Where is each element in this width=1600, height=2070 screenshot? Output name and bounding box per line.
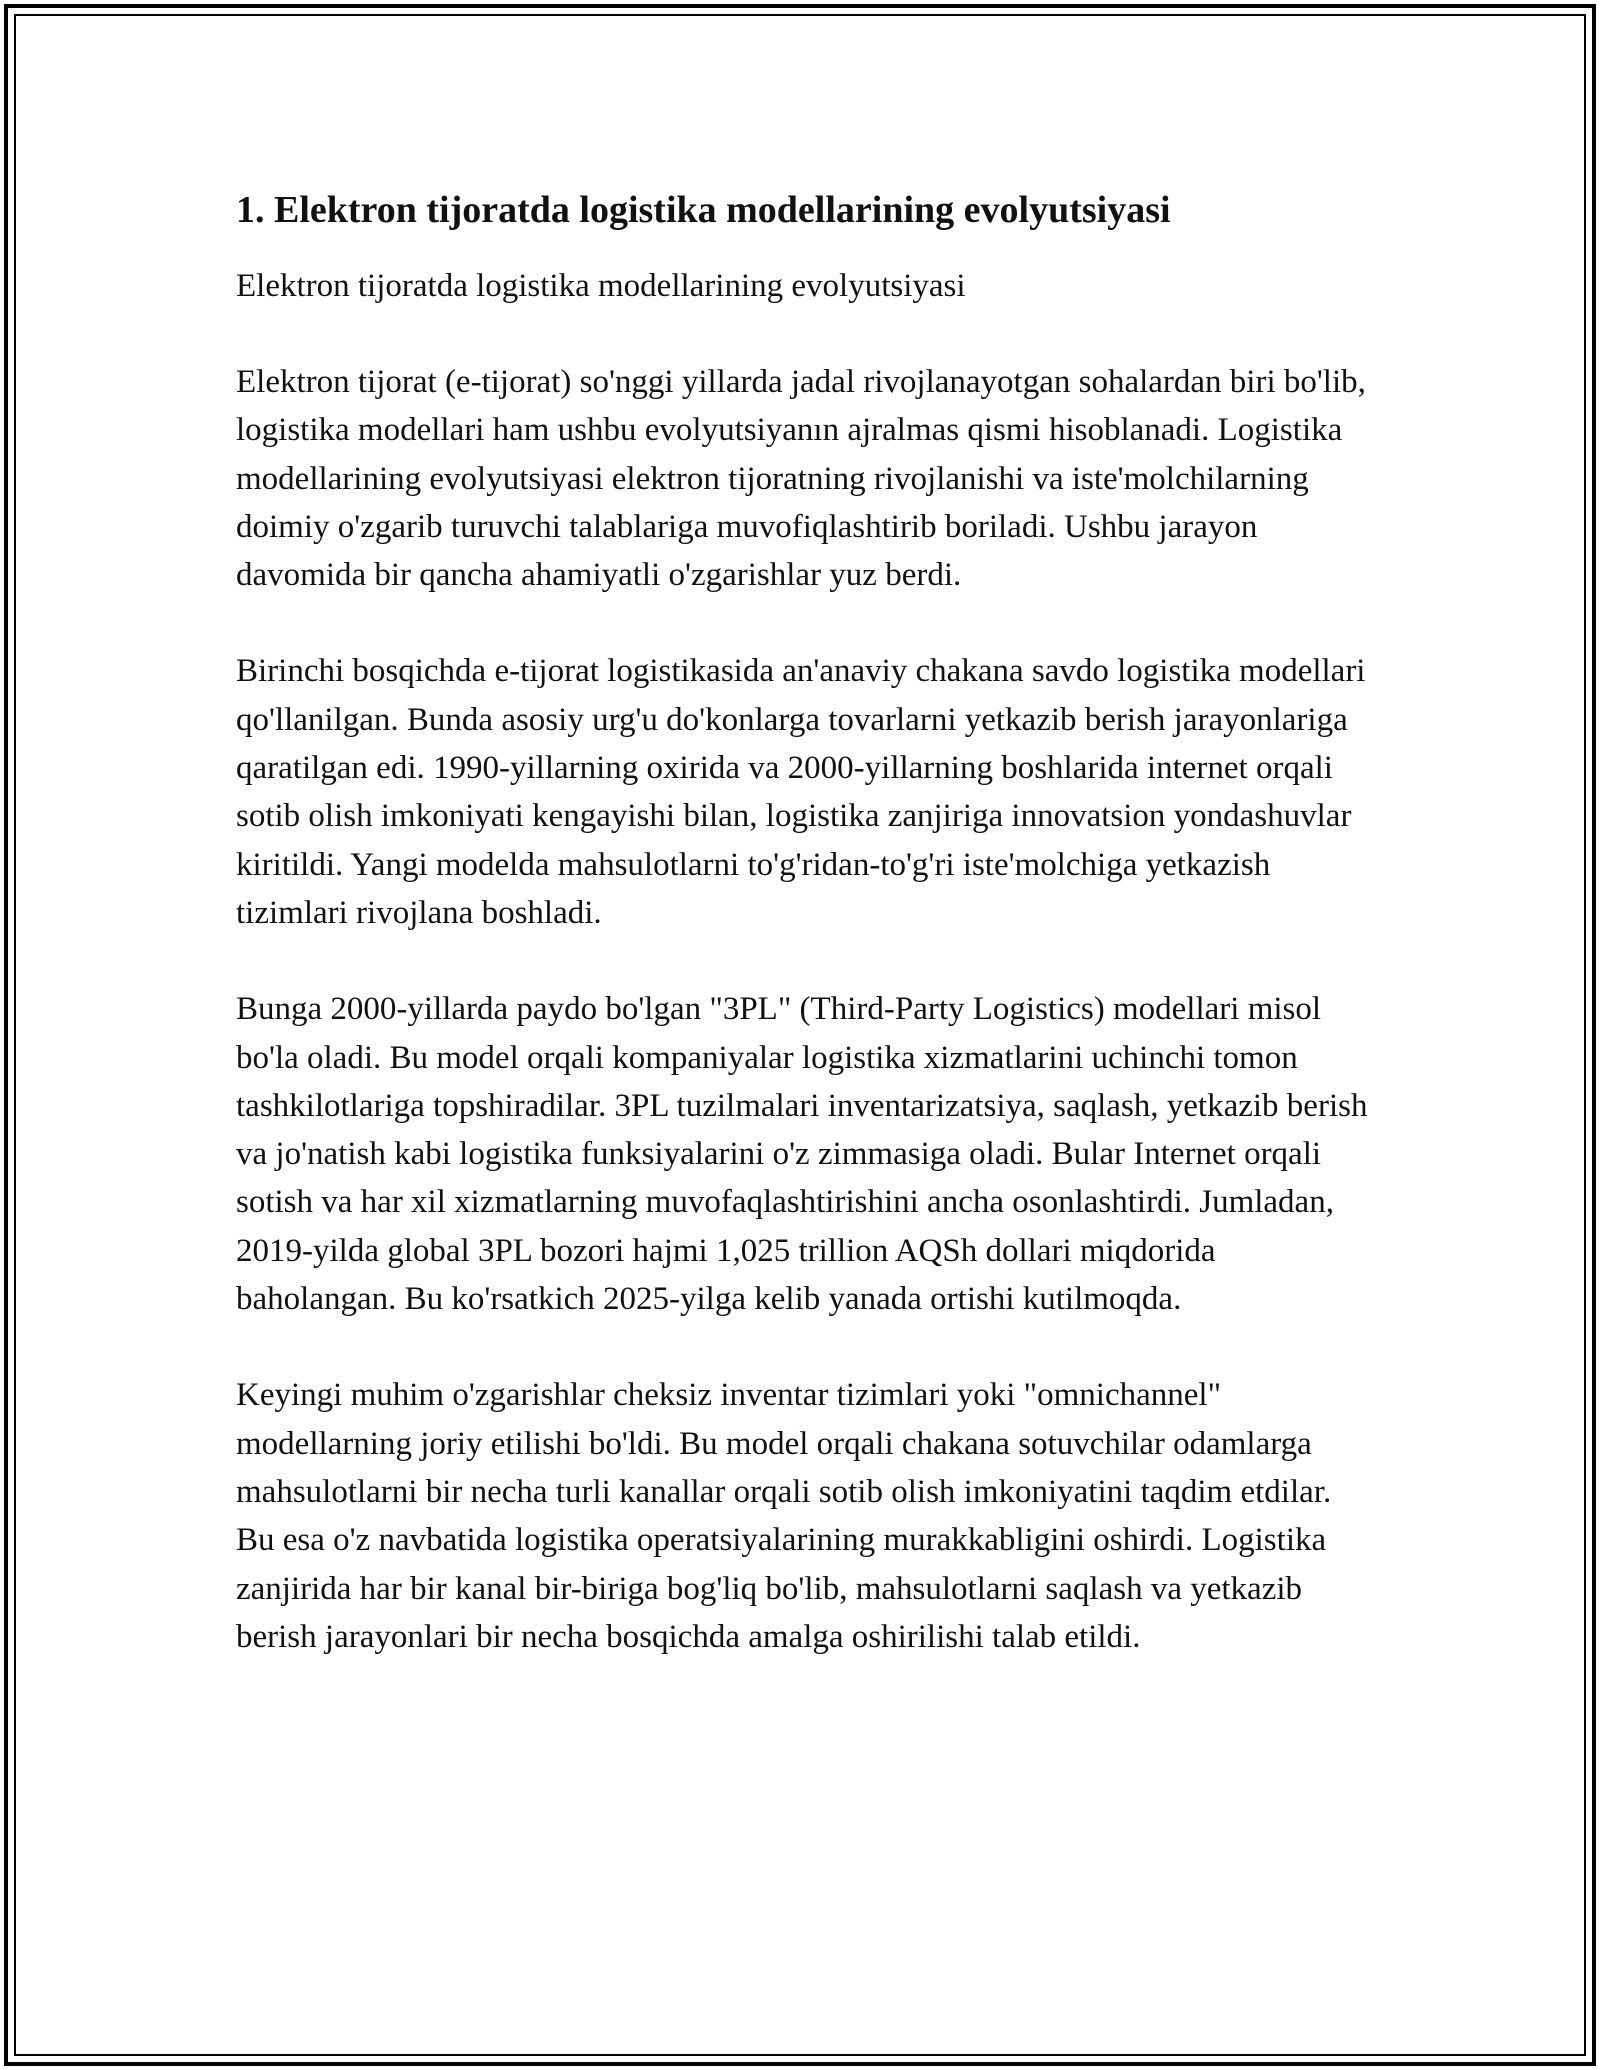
- document-body: [236, 186, 1376, 1709]
- paragraph-2: Birinchi bosqichda e-tijorat logistikasida an'anaviy chakana savdo logistika modellari qo'llanilgan. Bunda asosiy urg'u do'konlarga tovarlarni yetkazib berish jarayonlariga qaratilgan edi. 1990-yillarning oxirida va 2000-yillarning boshlarida internet orqali sotib olish imkoniyati kengayishi bilan, logistika zanjiriga innovatsion yondashuvlar kiritildi. Yangi modelda mahsulotlarni to'g'ridan-to'g'ri iste'molchiga yetkazish tizimlari rivojlana boshladi.: [236, 653, 1366, 931]
- paragraph-3: Bunga 2000-yillarda paydo bo'lgan "3PL" (Third-Party Logistics) modellari misol bo'la oladi. Bu model orqali kompaniyalar logistika xizmatlarini uchinchi tomon tashkilotlariga topshiradilar. 3PL tuzilmalari inventarizatsiya, saqlash, yetkazib berish va jo'natish kabi logistika funksiyalarini o'z zimmasiga oladi. Bular Internet orqali sotish va har xil xizmatlarning muvofaqlashtirishini ancha osonlashtirdi. Jumladan, 2019-yilda global 3PL bozori hajmi 1,025 trillion AQSh dollari miqdorida baholangan. Bu ko'rsatkich 2025-yilga kelib yanada ortishi kutilmoqda.: [236, 991, 1368, 1318]
- section-subtitle: Elektron tijoratda logistika modellarining evolyutsiyasi: [236, 268, 966, 304]
- paragraph-1: Elektron tijorat (e-tijorat) so'nggi yillarda jadal rivojlanayotgan sohalardan biri bo'lib, logistika modellari ham ushbu evolyutsiyanın ajralmas qismi hisoblanadi. Logistika modellarining evolyutsiyasi elektron tijoratning rivojlanishi va iste'molchilarning doimiy o'zgarib turuvchi talablariga muvofiqlashtirib boriladi. Ushbu jarayon davomida bir qancha ahamiyatli o'zgarishlar yuz berdi.: [236, 364, 1366, 594]
- paragraph-4: Keyingi muhim o'zgarishlar cheksiz inventar tizimlari yoki "omnichannel" modellarning joriy etilishi bo'ldi. Bu model orqali chakana sotuvchilar odamlarga mahsulotlarni bir necha turli kanallar orqali sotib olish imkoniyatini taqdim etdilar. Bu esa o'z navbatida logistika operatsiyalarining murakkabligini oshirdi. Logistika zanjirida har bir kanal bir-biriga bog'liq bo'lib, mahsulotlarni saqlash va yetkazib berish jarayonlari bir necha bosqichda amalga oshirilishi talab etildi.: [236, 1377, 1332, 1655]
- section-heading: 1. Elektron tijoratda logistika modellarining evolyutsiyasi: [236, 189, 1171, 231]
